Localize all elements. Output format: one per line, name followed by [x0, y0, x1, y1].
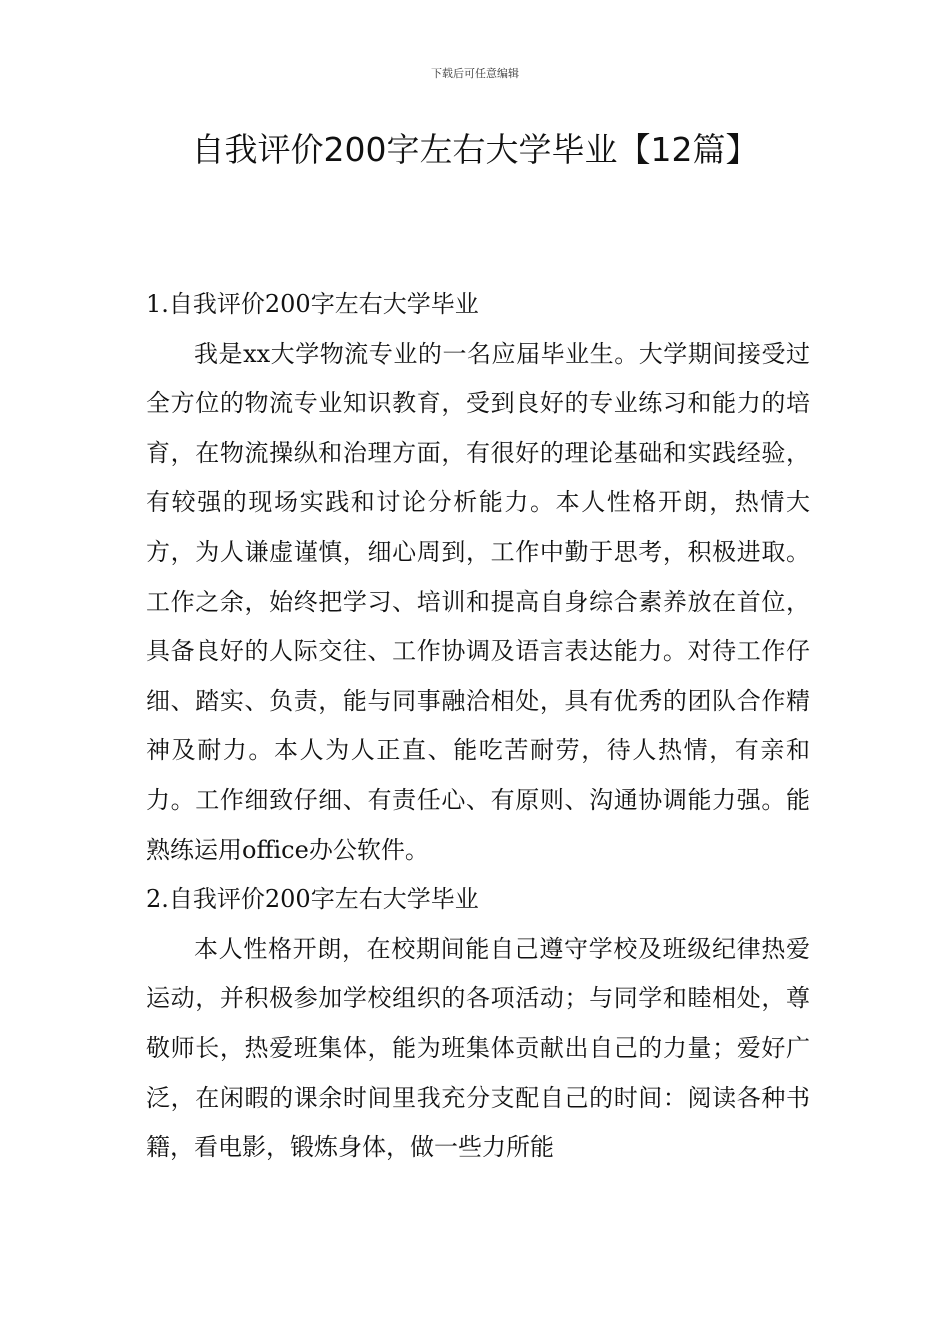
section-paragraph: 我是xx大学物流专业的一名应届毕业生。大学期间接受过全方位的物流专业知识教育，受到良好的专业练习和能力的培育，在物流操纵和治理方面，有很好的理论基础和实践经验，有较强的现场实践和讨论分析能力。本人性格开朗，热情大方，为人谦虚谨慎，细心周到，工作中勤于思考，积极进取。工作之余，始终把学习、培训和提高自身综合素养放在首位，具备良好的人际交往、工作协调及语言表达能力。对待工作仔细、踏实、负责，能与同事融洽相处，具有优秀的团队合作精神及耐力。本人为人正直、能吃苦耐劳，待人热情，有亲和力。工作细致仔细、有责任心、有原则、沟通协调能力强。能熟练运用office办公软件。	[146, 339, 810, 864]
section-paragraph: 本人性格开朗，在校期间能自己遵守学校及班级纪律热爱运动，并积极参加学校组织的各项活动；与同学和睦相处，尊敬师长，热爱班集体，能为班集体贡献出自己的力量；爱好广泛，在闲暇的课余时间里我充分支配自己的时间：阅读各种书籍，看电影，锻炼身体，做一些力所能	[146, 934, 810, 1162]
document-body	[146, 280, 810, 1173]
section-heading: 1.自我评价200字左右大学毕业	[146, 290, 479, 318]
header-note: 下载后可任意编辑	[431, 67, 519, 80]
section-2	[146, 875, 810, 1173]
section-heading: 2.自我评价200字左右大学毕业	[146, 885, 479, 914]
section-1	[146, 280, 810, 875]
document-title: 自我评价200字左右大学毕业【12篇】	[191, 130, 759, 169]
